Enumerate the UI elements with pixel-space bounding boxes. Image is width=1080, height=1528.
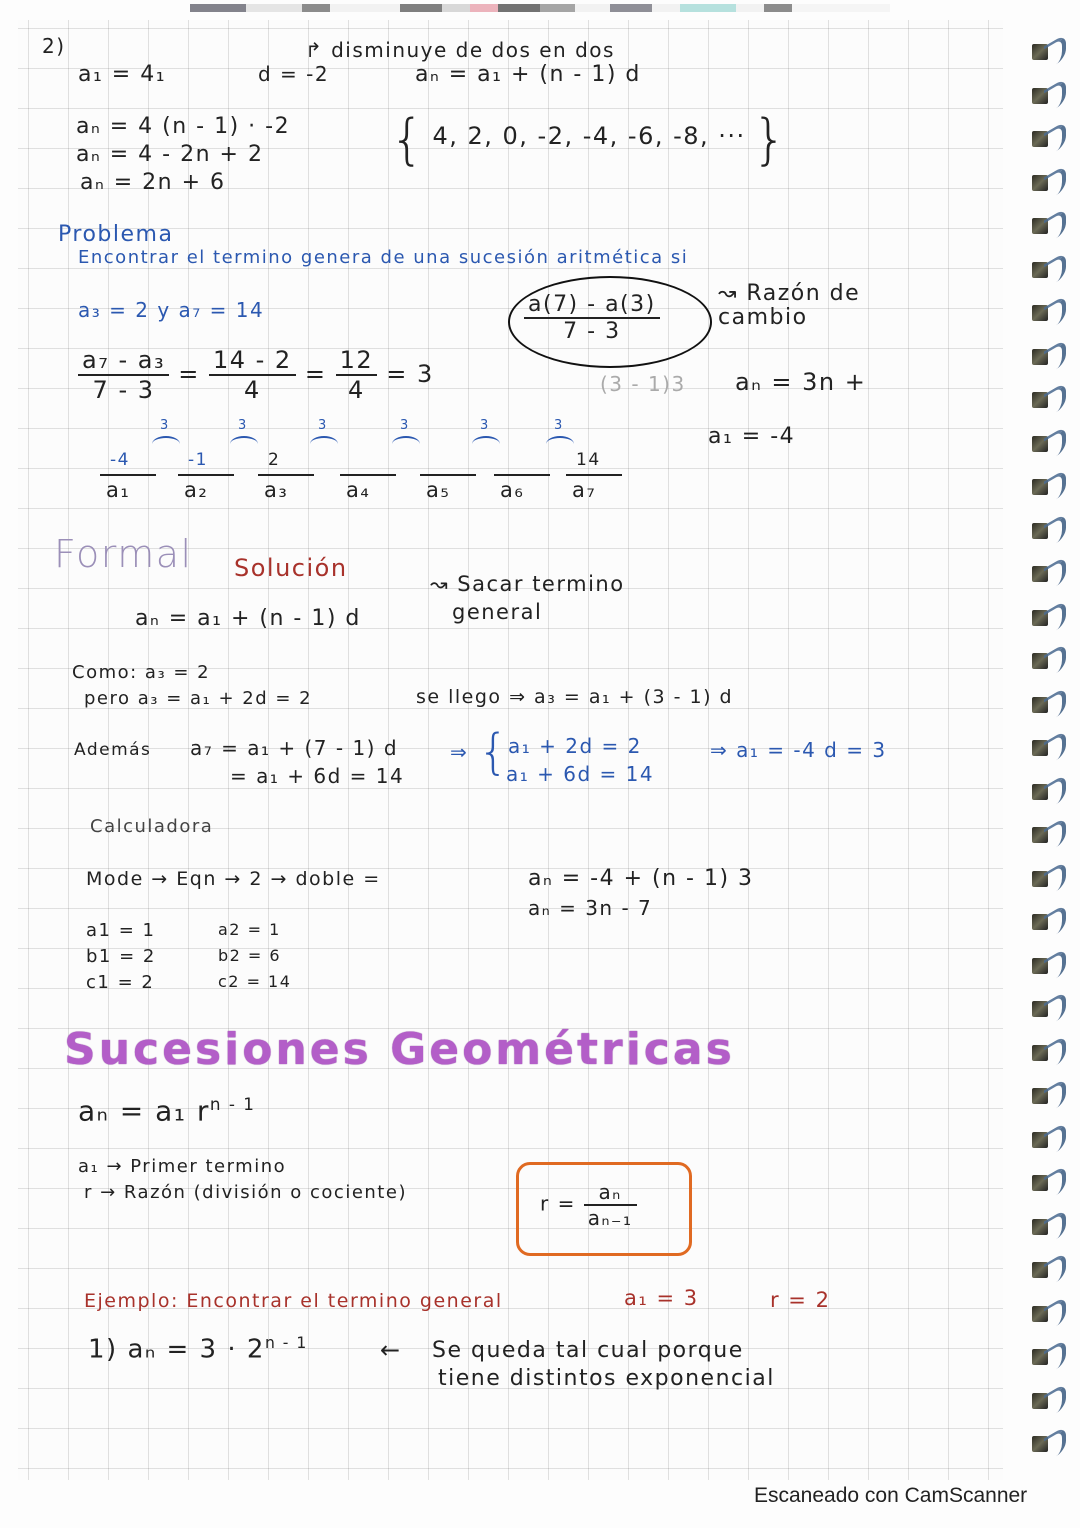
system-brace-icon: {: [478, 724, 511, 780]
spiral-ring-icon: [1028, 345, 1064, 367]
answer-note-1: Se queda tal cual porque: [432, 1338, 744, 1363]
calc-num-1: a₇ - a₃: [78, 346, 169, 376]
circled-fraction: [524, 292, 660, 344]
system-line-1: a₁ + 2d = 2: [508, 734, 642, 758]
a1-value: a₁ = 4₁: [78, 62, 167, 87]
ejemplo-r: r = 2: [770, 1288, 831, 1312]
step-1: aₙ = 4 (n - 1) · -2: [76, 114, 291, 139]
coefficient-value: b1 = 2: [86, 946, 156, 967]
spiral-ring-icon: [1028, 258, 1064, 280]
spiral-ring-icon: [1028, 606, 1064, 628]
sequence-term: a₆: [500, 478, 525, 502]
calc-result: = 3: [386, 360, 434, 388]
solucion-title: Solución: [234, 554, 348, 582]
circled-denominator: 7 - 3: [563, 319, 621, 344]
problema-statement: Encontrar el termino genera de una sucesión aritmética si: [78, 247, 689, 268]
spiral-ring-icon: [1028, 1128, 1064, 1150]
step-label: 3: [480, 418, 490, 433]
brace-open-icon: {: [390, 108, 426, 171]
sequence-term: a₂: [184, 478, 209, 502]
sequence-blank-line: [178, 474, 234, 476]
coefficient-value: a2 = 1: [218, 920, 281, 939]
sequence-value: 2: [268, 450, 281, 470]
step-arrow-icon: [472, 436, 500, 452]
ratio-formula: [540, 1180, 637, 1230]
sequence-set: [390, 108, 788, 171]
ratio-numerator: aₙ: [584, 1180, 637, 1206]
spiral-ring-icon: [1028, 562, 1064, 584]
spiral-ring-icon: [1028, 388, 1064, 410]
coefficient-value: a1 = 1: [86, 920, 156, 941]
spiral-ring-icon: [1028, 475, 1064, 497]
system-result: ⇒ a₁ = -4 d = 3: [710, 738, 887, 762]
spiral-ring-icon: [1028, 84, 1064, 106]
left-arrow-icon: ←: [380, 1336, 402, 1364]
spiral-ring-icon: [1028, 1389, 1064, 1411]
step-arrow-icon: [546, 436, 574, 452]
ejemplo-a1: a₁ = 3: [624, 1286, 699, 1310]
spiral-ring-icon: [1028, 736, 1064, 758]
def-a1: a₁ → Primer termino: [78, 1156, 287, 1177]
formal-note-1: ↝ Sacar termino: [430, 572, 625, 596]
ademas-line-2: = a₁ + 6d = 14: [230, 764, 405, 788]
sequence-blank-line: [258, 474, 314, 476]
calc-an-2: aₙ = 3n - 7: [528, 896, 653, 920]
sequence-blank-line: [340, 474, 396, 476]
sequence-term: a₃: [264, 478, 289, 502]
spiral-ring-icon: [1028, 171, 1064, 193]
sequence-value: -4: [110, 450, 130, 470]
given-values: a₃ = 2 y a₇ = 14: [78, 298, 265, 322]
spiral-ring-icon: [1028, 214, 1064, 236]
sequence-blank-line: [494, 474, 550, 476]
spiral-ring-icon: [1028, 867, 1064, 889]
step-label: 3: [238, 418, 248, 433]
calc-num-3: 12: [336, 346, 378, 376]
an-partial: aₙ = 3n +: [735, 368, 867, 396]
partial-scratch: (3 - 1)3: [600, 372, 686, 396]
sequence-term: a₁: [106, 478, 131, 502]
calc-den-3: 4: [347, 376, 365, 404]
spiral-ring-icon: [1028, 127, 1064, 149]
brace-close-icon: }: [752, 108, 789, 171]
circled-numerator: a(7) - a(3): [524, 292, 660, 319]
general-formula: aₙ = a₁ + (n - 1) d: [415, 62, 641, 87]
calc-den-1: 7 - 3: [92, 376, 155, 404]
spiral-ring-icon: [1028, 1084, 1064, 1106]
step-label: 3: [160, 418, 170, 433]
se-llego-line: se llego ⇒ a₃ = a₁ + (3 - 1) d: [416, 686, 734, 708]
d-value: d = -2: [258, 62, 330, 86]
calc-den-2: 4: [243, 376, 261, 404]
spiral-ring-icon: [1028, 1171, 1064, 1193]
spiral-ring-icon: [1028, 40, 1064, 62]
step-arrow-icon: [310, 436, 338, 452]
answer-note-2: tiene distintos exponencial: [438, 1366, 775, 1391]
spiral-ring-icon: [1028, 910, 1064, 932]
step-arrow-icon: [152, 436, 180, 452]
step-2: aₙ = 4 - 2n + 2: [76, 142, 264, 167]
system-line-2: a₁ + 6d = 14: [506, 762, 655, 786]
calc-an-1: aₙ = -4 + (n - 1) 3: [528, 866, 754, 891]
spiral-ring-icon: [1028, 954, 1064, 976]
spiral-ring-icon: [1028, 301, 1064, 323]
scanner-watermark: Escaneado con CamScanner: [754, 1484, 1028, 1507]
answer-exponent: n - 1: [264, 1334, 308, 1352]
sequence-blank-line: [420, 474, 476, 476]
sequence-blank-line: [566, 474, 622, 476]
geometric-formula: [78, 1094, 255, 1127]
spiral-ring-icon: [1028, 1345, 1064, 1367]
geometric-formula-exponent: n - 1: [209, 1094, 256, 1114]
formal-note-2: general: [452, 600, 543, 624]
spiral-ring-icon: [1028, 649, 1064, 671]
spiral-ring-icon: [1028, 1302, 1064, 1324]
step-3: aₙ = 2n + 6: [80, 170, 226, 195]
spiral-ring-icon: [1028, 1215, 1064, 1237]
spiral-ring-icon: [1028, 780, 1064, 802]
sequence-term: a₅: [426, 478, 451, 502]
sequence-value: 14: [576, 450, 601, 470]
answer-number: 1): [88, 1334, 118, 1365]
geometricas-title: Sucesiones Geométricas: [64, 1024, 735, 1075]
spiral-ring-icon: [1028, 432, 1064, 454]
problema-title: Problema: [58, 222, 174, 247]
ademas-line-1: a₇ = a₁ + (7 - 1) d: [190, 736, 399, 760]
ejemplo-answer: [88, 1334, 308, 1365]
mode-line: Mode → Eqn → 2 → doble =: [86, 868, 381, 890]
ademas-label: Además: [74, 740, 152, 760]
scan-top-edge: [190, 4, 890, 12]
formal-formula: aₙ = a₁ + (n - 1) d: [135, 606, 361, 631]
exercise-note: ↱ disminuye de dos en dos: [305, 38, 615, 62]
sequence-blank-line: [100, 474, 156, 476]
geometric-formula-base: aₙ = a₁ r: [78, 1094, 210, 1128]
calc-num-2: 14 - 2: [209, 346, 296, 376]
sequence-value: -1: [188, 450, 208, 470]
formal-title: Formal: [54, 532, 193, 576]
pero-line: pero a₃ = a₁ + 2d = 2: [84, 688, 313, 709]
implies-arrow: ⇒: [450, 740, 469, 764]
ratio-denominator: aₙ₋₁: [587, 1206, 633, 1230]
spiral-ring-icon: [1028, 823, 1064, 845]
spiral-ring-icon: [1028, 997, 1064, 1019]
sequence-term: a₄: [346, 478, 371, 502]
step-label: 3: [400, 418, 410, 433]
coefficient-value: b2 = 6: [218, 946, 282, 965]
step-arrow-icon: [392, 436, 420, 452]
sequence-term: a₇: [572, 478, 597, 502]
coefficient-value: c2 = 14: [218, 972, 292, 991]
step-arrow-icon: [230, 436, 258, 452]
rate-calculation: $\frac{\text{a₇ - a₃}}{7 - 3}$ = $\frac{14 - 2}{4}$ = $\frac{12}{4}$ = 3: [78, 346, 434, 404]
spiral-ring-icon: [1028, 1041, 1064, 1063]
spiral-ring-icon: [1028, 519, 1064, 541]
coefficient-value: c1 = 2: [86, 972, 155, 993]
ejemplo-statement: Ejemplo: Encontrar el termino general: [84, 1290, 503, 1312]
step-label: 3: [554, 418, 564, 433]
def-r: r → Razón (división o cociente): [84, 1182, 407, 1203]
sequence-values: 4, 2, 0, -2, -4, -6, -8, ···: [432, 122, 746, 150]
answer-base: aₙ = 3 · 2: [127, 1334, 265, 1365]
razon-cambio-note: ↝ Razón de cambio: [718, 281, 861, 330]
spiral-ring-icon: [1028, 1258, 1064, 1280]
spiral-binding: [1028, 40, 1068, 1460]
spiral-ring-icon: [1028, 1432, 1064, 1454]
step-label: 3: [318, 418, 328, 433]
exercise-number: 2): [42, 34, 66, 58]
spiral-ring-icon: [1028, 693, 1064, 715]
a1-result: a₁ = -4: [708, 424, 796, 449]
como-line: Como: a₃ = 2: [72, 662, 211, 683]
calculadora-title: Calculadora: [90, 816, 214, 837]
ratio-lhs: r =: [540, 1191, 576, 1216]
